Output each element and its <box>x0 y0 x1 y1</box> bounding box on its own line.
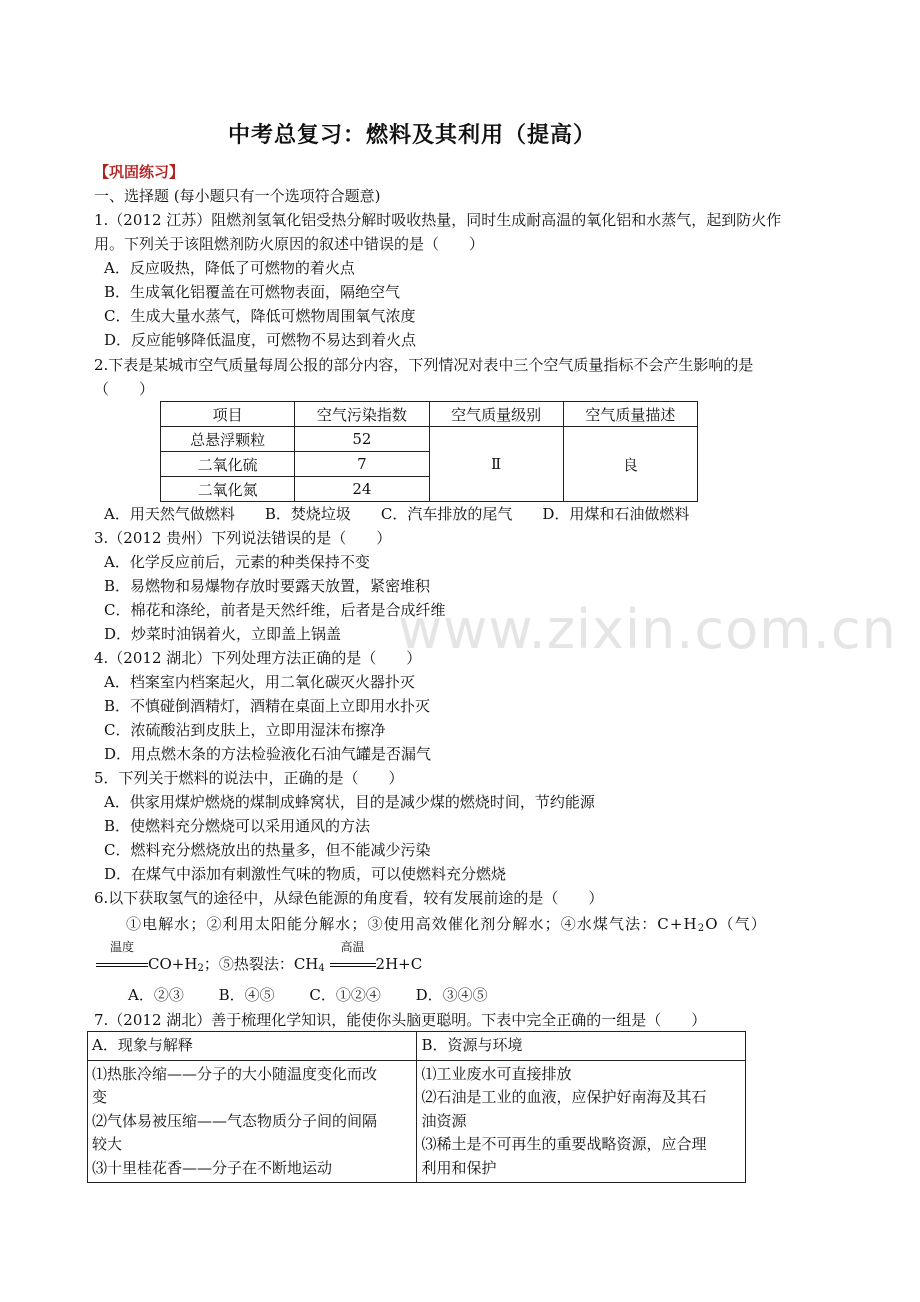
subscript: 2 <box>197 963 204 974</box>
q3-option-c: C．棉花和涤纶，前者是天然纤维，后者是合成纤维 <box>104 601 446 619</box>
cell-line: 利用和保护 <box>421 1158 497 1177</box>
condition-label: 温度 <box>109 940 134 954</box>
table-cell: 总悬浮颗粒 <box>161 427 295 452</box>
table-header: B．资源与环境 <box>417 1032 746 1061</box>
q5-option-a: A．供家用煤炉燃烧的煤制成蜂窝状，目的是减少煤的燃烧时间，节约能源 <box>104 793 595 811</box>
q1-option-a: A．反应吸热，降低了可燃物的着火点 <box>104 259 355 277</box>
reaction-arrow-temp <box>96 940 148 976</box>
q6-equation-line <box>96 940 423 981</box>
q1-option-d: D．反应能够降低温度，可燃物不易达到着火点 <box>104 331 417 349</box>
table-header: 空气质量级别 <box>429 402 563 427</box>
table-header: A．现象与解释 <box>88 1032 417 1061</box>
q6-methods-line <box>126 912 767 941</box>
product-text: CO+H <box>148 955 198 973</box>
q5-option-c: C．燃料充分燃烧放出的热量多，但不能减少污染 <box>104 841 431 859</box>
q3-option-a: A．化学反应前后，元素的种类保持不变 <box>104 553 370 571</box>
page-title: 中考总复习：燃料及其利用（提高） <box>227 123 596 148</box>
q5-stem: 5．下列关于燃料的说法中，正确的是（ ） <box>94 769 404 787</box>
table-header: 项目 <box>161 402 295 427</box>
air-quality-table <box>160 401 698 502</box>
reaction-arrow-high-temp <box>330 940 376 976</box>
section-heading: 【巩固练习】 <box>94 163 185 181</box>
table-cell-desc: 良 <box>563 427 697 502</box>
q3-option-b: B．易燃物和易爆物存放时要露天放置，紧密堆积 <box>104 577 431 595</box>
q5-option-b: B．使燃料充分燃烧可以采用通风的方法 <box>104 817 371 835</box>
knowledge-table <box>87 1031 746 1183</box>
q1-option-b: B．生成氧化铝覆盖在可燃物表面，隔绝空气 <box>104 283 401 301</box>
table-cell: 7 <box>295 452 429 477</box>
method-5-text: ；⑤热裂法：CH <box>203 955 319 973</box>
cell-line: ⑵气体易被压缩——气态物质分子间的间隔 <box>92 1111 378 1130</box>
subscript: 4 <box>318 963 325 974</box>
table-cell: 二氧化氮 <box>161 477 295 502</box>
cell-line: 较大 <box>92 1135 123 1153</box>
cell-line: ⑶稀土是不可再生的重要战略资源，应合理 <box>421 1135 707 1153</box>
q3-option-d: D．炒菜时油锅着火，立即盖上锅盖 <box>104 625 342 643</box>
q7-stem: 7.（2012 湖北）善于梳理化学知识，能使你头脑更聪明。下表中完全正确的一组是（ ） <box>94 1011 707 1029</box>
table-header: 空气质量描述 <box>563 402 697 427</box>
q1-option-c: C．生成大量水蒸气，降低可燃物周围氧气浓度 <box>104 307 416 325</box>
equal-bars <box>330 963 376 967</box>
q6-options: A．②③ B．④⑤ C．①②④ D．③④⑤ <box>128 986 488 1004</box>
q6-stem: 6.以下获取氢气的途径中，从绿色能源的角度看，较有发展前途的是（ ） <box>94 889 604 907</box>
q5-option-d: D．在煤气中添加有刺激性气味的物质，可以使燃料充分燃烧 <box>104 865 507 883</box>
q4-option-a: A．档案室内档案起火，用二氧化碳灭火器扑灭 <box>104 673 415 691</box>
cell-line: ⑴热胀冷缩——分子的大小随温度变化而改 <box>92 1064 378 1083</box>
condition-label: 高温 <box>340 940 365 954</box>
q2-stem-line1: 2.下表是某城市空气质量每周公报的部分内容，下列情况对表中三个空气质量指标不会产生影响的是 <box>94 356 754 374</box>
q4-option-d: D．用点燃木条的方法检验液化石油气罐是否漏气 <box>104 745 432 763</box>
q3-stem: 3.（2012 贵州）下列说法错误的是（ ） <box>94 529 392 547</box>
cell-line: 变 <box>92 1088 108 1106</box>
subscript: 2 <box>697 923 706 934</box>
cell-line: 油资源 <box>421 1111 467 1130</box>
table-cell: 二氧化硫 <box>161 452 295 477</box>
equal-bars <box>96 963 148 967</box>
product-text: 2H+C <box>375 955 423 973</box>
q1-stem-line2: 用。下列关于该阻燃剂防火原因的叙述中错误的是（ ） <box>94 235 485 253</box>
cell-line: ⑵石油是工业的血液，应保护好南海及其石 <box>421 1088 707 1106</box>
cell-line: ⑶十里桂花香——分子在不断地运动 <box>92 1158 333 1177</box>
part-heading: 一、选择题 (每小题只有一个选项符合题意) <box>94 187 381 205</box>
table-cell-a <box>88 1060 417 1183</box>
cell-line: ⑴工业废水可直接排放 <box>421 1064 572 1083</box>
watermark: www.zixin.com.cn <box>398 598 897 661</box>
table-cell-level: Ⅱ <box>429 427 563 502</box>
q6-methods-tail: O（气） <box>705 915 767 933</box>
q2-options: A．用天然气做燃料 B．焚烧垃圾 C．汽车排放的尾气 D．用煤和石油做燃料 <box>104 505 690 523</box>
q6-methods-text: ①电解水；②利用太阳能分解水；③使用高效催化剂分解水；④水煤气法：C+H <box>126 915 698 933</box>
table-cell: 24 <box>295 477 429 502</box>
table-cell-b <box>417 1060 746 1183</box>
q2-stem-line2: （ ） <box>94 380 155 398</box>
q1-stem-line1: 1.（2012 江苏）阻燃剂氢氧化铝受热分解时吸收热量，同时生成耐高温的氧化铝和水蒸气，起到防火作 <box>94 211 782 229</box>
q4-stem: 4.（2012 湖北）下列处理方法正确的是（ ） <box>94 649 422 667</box>
table-header: 空气污染指数 <box>295 402 429 427</box>
q4-option-b: B．不慎碰倒酒精灯，酒精在桌面上立即用水扑灭 <box>104 697 431 715</box>
q4-option-c: C．浓硫酸沾到皮肤上，立即用湿沫布擦净 <box>104 721 386 739</box>
table-cell: 52 <box>295 427 429 452</box>
